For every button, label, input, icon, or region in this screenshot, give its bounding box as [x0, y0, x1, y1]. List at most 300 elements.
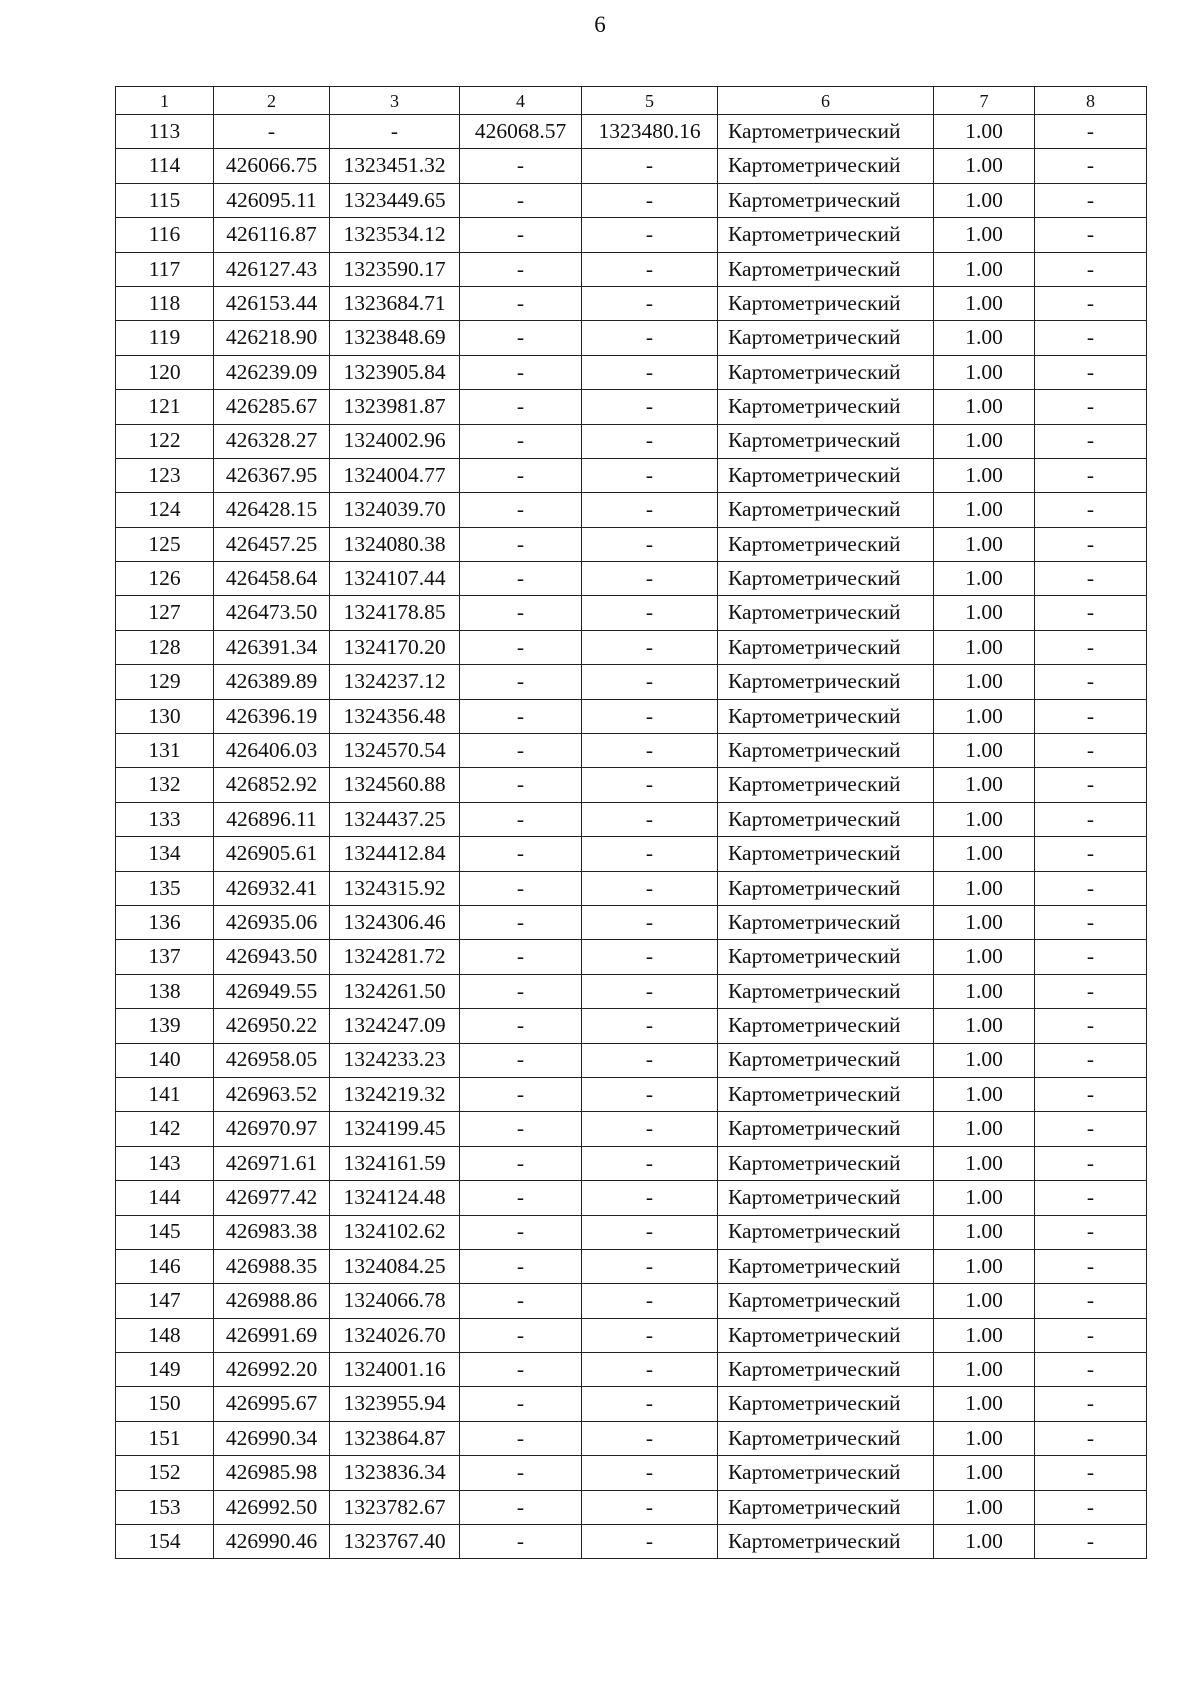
accuracy-cell: 1.00	[934, 1215, 1035, 1249]
y-coordinate-alt-cell: -	[582, 1353, 718, 1387]
point-number-cell: 151	[116, 1421, 214, 1455]
accuracy-cell: 1.00	[934, 1181, 1035, 1215]
y-coordinate-cell: 1324107.44	[330, 562, 460, 596]
x-coordinate-cell: 426406.03	[214, 734, 330, 768]
y-coordinate-alt-cell: -	[582, 974, 718, 1008]
method-cell: Картометрический	[718, 940, 934, 974]
column-header: 5	[582, 87, 718, 115]
x-coordinate-alt-cell: -	[460, 905, 582, 939]
table-row	[116, 630, 1147, 664]
y-coordinate-cell: 1323782.67	[330, 1490, 460, 1524]
y-coordinate-cell: 1323449.65	[330, 183, 460, 217]
y-coordinate-alt-cell: -	[582, 1112, 718, 1146]
accuracy-cell: 1.00	[934, 1112, 1035, 1146]
table-row	[116, 458, 1147, 492]
method-cell: Картометрический	[718, 252, 934, 286]
point-number-cell: 138	[116, 974, 214, 1008]
accuracy-cell: 1.00	[934, 252, 1035, 286]
y-coordinate-cell: 1324066.78	[330, 1284, 460, 1318]
y-coordinate-cell: 1324412.84	[330, 837, 460, 871]
y-coordinate-alt-cell: 1323480.16	[582, 115, 718, 149]
column-header: 1	[116, 87, 214, 115]
x-coordinate-cell: 426396.19	[214, 699, 330, 733]
table-row	[116, 183, 1147, 217]
y-coordinate-cell: 1323590.17	[330, 252, 460, 286]
description-cell: -	[1035, 321, 1147, 355]
y-coordinate-cell: 1324084.25	[330, 1249, 460, 1283]
coordinates-table	[115, 86, 1147, 1559]
x-coordinate-cell: 426458.64	[214, 562, 330, 596]
accuracy-cell: 1.00	[934, 1490, 1035, 1524]
description-cell: -	[1035, 596, 1147, 630]
table-row	[116, 1490, 1147, 1524]
table-row	[116, 1181, 1147, 1215]
point-number-cell: 139	[116, 1009, 214, 1043]
x-coordinate-cell: 426983.38	[214, 1215, 330, 1249]
x-coordinate-alt-cell: -	[460, 802, 582, 836]
point-number-cell: 135	[116, 871, 214, 905]
x-coordinate-cell: 426990.46	[214, 1525, 330, 1559]
x-coordinate-cell: 426985.98	[214, 1456, 330, 1490]
table-row	[116, 1077, 1147, 1111]
table-row	[116, 115, 1147, 149]
x-coordinate-alt-cell: -	[460, 286, 582, 320]
table-row	[116, 493, 1147, 527]
table-row	[116, 768, 1147, 802]
x-coordinate-cell: 426285.67	[214, 390, 330, 424]
point-number-cell: 142	[116, 1112, 214, 1146]
x-coordinate-cell: 426218.90	[214, 321, 330, 355]
table-row	[116, 355, 1147, 389]
table-row	[116, 424, 1147, 458]
method-cell: Картометрический	[718, 1421, 934, 1455]
x-coordinate-alt-cell: -	[460, 1215, 582, 1249]
x-coordinate-cell: 426095.11	[214, 183, 330, 217]
x-coordinate-alt-cell: -	[460, 837, 582, 871]
y-coordinate-alt-cell: -	[582, 596, 718, 630]
x-coordinate-cell: 426970.97	[214, 1112, 330, 1146]
accuracy-cell: 1.00	[934, 527, 1035, 561]
point-number-cell: 120	[116, 355, 214, 389]
y-coordinate-alt-cell: -	[582, 1490, 718, 1524]
accuracy-cell: 1.00	[934, 1525, 1035, 1559]
y-coordinate-alt-cell: -	[582, 837, 718, 871]
method-cell: Картометрический	[718, 115, 934, 149]
table-row	[116, 1112, 1147, 1146]
x-coordinate-alt-cell: -	[460, 1249, 582, 1283]
x-coordinate-alt-cell: -	[460, 1009, 582, 1043]
x-coordinate-cell: 426991.69	[214, 1318, 330, 1352]
x-coordinate-alt-cell: -	[460, 390, 582, 424]
y-coordinate-cell: -	[330, 115, 460, 149]
column-header: 7	[934, 87, 1035, 115]
method-cell: Картометрический	[718, 699, 934, 733]
point-number-cell: 130	[116, 699, 214, 733]
y-coordinate-alt-cell: -	[582, 149, 718, 183]
point-number-cell: 114	[116, 149, 214, 183]
y-coordinate-cell: 1324170.20	[330, 630, 460, 664]
point-number-cell: 124	[116, 493, 214, 527]
point-number-cell: 119	[116, 321, 214, 355]
y-coordinate-alt-cell: -	[582, 252, 718, 286]
y-coordinate-cell: 1323981.87	[330, 390, 460, 424]
accuracy-cell: 1.00	[934, 665, 1035, 699]
x-coordinate-cell: 426428.15	[214, 493, 330, 527]
x-coordinate-alt-cell: -	[460, 321, 582, 355]
y-coordinate-cell: 1324233.23	[330, 1043, 460, 1077]
method-cell: Картометрический	[718, 1525, 934, 1559]
x-coordinate-alt-cell: -	[460, 424, 582, 458]
y-coordinate-cell: 1324178.85	[330, 596, 460, 630]
description-cell: -	[1035, 1353, 1147, 1387]
y-coordinate-cell: 1324026.70	[330, 1318, 460, 1352]
point-number-cell: 136	[116, 905, 214, 939]
table-row	[116, 837, 1147, 871]
x-coordinate-alt-cell: -	[460, 596, 582, 630]
x-coordinate-alt-cell: -	[460, 1146, 582, 1180]
x-coordinate-alt-cell: -	[460, 1043, 582, 1077]
x-coordinate-alt-cell: -	[460, 355, 582, 389]
x-coordinate-cell: 426943.50	[214, 940, 330, 974]
x-coordinate-alt-cell: -	[460, 527, 582, 561]
method-cell: Картометрический	[718, 1112, 934, 1146]
x-coordinate-alt-cell: -	[460, 630, 582, 664]
x-coordinate-cell: 426958.05	[214, 1043, 330, 1077]
description-cell: -	[1035, 286, 1147, 320]
x-coordinate-alt-cell: -	[460, 1353, 582, 1387]
description-cell: -	[1035, 871, 1147, 905]
y-coordinate-cell: 1324124.48	[330, 1181, 460, 1215]
x-coordinate-cell: 426457.25	[214, 527, 330, 561]
y-coordinate-cell: 1324261.50	[330, 974, 460, 1008]
y-coordinate-alt-cell: -	[582, 1146, 718, 1180]
accuracy-cell: 1.00	[934, 183, 1035, 217]
y-coordinate-alt-cell: -	[582, 1077, 718, 1111]
y-coordinate-cell: 1323848.69	[330, 321, 460, 355]
table-row	[116, 1284, 1147, 1318]
x-coordinate-alt-cell: -	[460, 871, 582, 905]
point-number-cell: 144	[116, 1181, 214, 1215]
method-cell: Картометрический	[718, 493, 934, 527]
method-cell: Картометрический	[718, 974, 934, 1008]
accuracy-cell: 1.00	[934, 1249, 1035, 1283]
method-cell: Картометрический	[718, 458, 934, 492]
table-row	[116, 871, 1147, 905]
table-row	[116, 1525, 1147, 1559]
point-number-cell: 154	[116, 1525, 214, 1559]
x-coordinate-alt-cell: -	[460, 1387, 582, 1421]
table-row	[116, 390, 1147, 424]
y-coordinate-alt-cell: -	[582, 905, 718, 939]
description-cell: -	[1035, 218, 1147, 252]
x-coordinate-alt-cell: -	[460, 1490, 582, 1524]
x-coordinate-alt-cell: -	[460, 493, 582, 527]
method-cell: Картометрический	[718, 424, 934, 458]
accuracy-cell: 1.00	[934, 1387, 1035, 1421]
y-coordinate-alt-cell: -	[582, 1284, 718, 1318]
x-coordinate-alt-cell: -	[460, 699, 582, 733]
x-coordinate-alt-cell: -	[460, 940, 582, 974]
y-coordinate-alt-cell: -	[582, 183, 718, 217]
method-cell: Картометрический	[718, 768, 934, 802]
method-cell: Картометрический	[718, 1318, 934, 1352]
point-number-cell: 132	[116, 768, 214, 802]
x-coordinate-cell: 426127.43	[214, 252, 330, 286]
description-cell: -	[1035, 1387, 1147, 1421]
x-coordinate-alt-cell: -	[460, 1077, 582, 1111]
method-cell: Картометрический	[718, 905, 934, 939]
point-number-cell: 133	[116, 802, 214, 836]
x-coordinate-alt-cell: -	[460, 1525, 582, 1559]
point-number-cell: 137	[116, 940, 214, 974]
point-number-cell: 134	[116, 837, 214, 871]
y-coordinate-alt-cell: -	[582, 665, 718, 699]
point-number-cell: 146	[116, 1249, 214, 1283]
column-header: 8	[1035, 87, 1147, 115]
point-number-cell: 141	[116, 1077, 214, 1111]
accuracy-cell: 1.00	[934, 837, 1035, 871]
description-cell: -	[1035, 630, 1147, 664]
description-cell: -	[1035, 665, 1147, 699]
y-coordinate-cell: 1324437.25	[330, 802, 460, 836]
y-coordinate-cell: 1324570.54	[330, 734, 460, 768]
accuracy-cell: 1.00	[934, 1456, 1035, 1490]
description-cell: -	[1035, 149, 1147, 183]
x-coordinate-cell: 426995.67	[214, 1387, 330, 1421]
x-coordinate-cell: 426988.35	[214, 1249, 330, 1283]
point-number-cell: 122	[116, 424, 214, 458]
description-cell: -	[1035, 734, 1147, 768]
y-coordinate-alt-cell: -	[582, 1525, 718, 1559]
description-cell: -	[1035, 1284, 1147, 1318]
method-cell: Картометрический	[718, 1215, 934, 1249]
description-cell: -	[1035, 940, 1147, 974]
y-coordinate-alt-cell: -	[582, 1181, 718, 1215]
x-coordinate-cell: 426992.20	[214, 1353, 330, 1387]
description-cell: -	[1035, 390, 1147, 424]
method-cell: Картометрический	[718, 1043, 934, 1077]
description-cell: -	[1035, 458, 1147, 492]
x-coordinate-alt-cell: -	[460, 1421, 582, 1455]
accuracy-cell: 1.00	[934, 1284, 1035, 1318]
description-cell: -	[1035, 1456, 1147, 1490]
table-row	[116, 252, 1147, 286]
y-coordinate-cell: 1323534.12	[330, 218, 460, 252]
x-coordinate-cell: 426963.52	[214, 1077, 330, 1111]
point-number-cell: 121	[116, 390, 214, 424]
accuracy-cell: 1.00	[934, 115, 1035, 149]
description-cell: -	[1035, 974, 1147, 1008]
description-cell: -	[1035, 699, 1147, 733]
accuracy-cell: 1.00	[934, 974, 1035, 1008]
x-coordinate-cell: 426992.50	[214, 1490, 330, 1524]
y-coordinate-cell: 1324247.09	[330, 1009, 460, 1043]
y-coordinate-alt-cell: -	[582, 734, 718, 768]
x-coordinate-cell: -	[214, 115, 330, 149]
method-cell: Картометрический	[718, 1353, 934, 1387]
x-coordinate-alt-cell: -	[460, 665, 582, 699]
y-coordinate-alt-cell: -	[582, 1387, 718, 1421]
point-number-cell: 113	[116, 115, 214, 149]
description-cell: -	[1035, 905, 1147, 939]
y-coordinate-cell: 1324199.45	[330, 1112, 460, 1146]
column-header: 6	[718, 87, 934, 115]
table-row	[116, 940, 1147, 974]
method-cell: Картометрический	[718, 1009, 934, 1043]
accuracy-cell: 1.00	[934, 630, 1035, 664]
x-coordinate-cell: 426153.44	[214, 286, 330, 320]
accuracy-cell: 1.00	[934, 1043, 1035, 1077]
method-cell: Картометрический	[718, 734, 934, 768]
description-cell: -	[1035, 802, 1147, 836]
y-coordinate-cell: 1324002.96	[330, 424, 460, 458]
accuracy-cell: 1.00	[934, 940, 1035, 974]
description-cell: -	[1035, 1249, 1147, 1283]
accuracy-cell: 1.00	[934, 802, 1035, 836]
y-coordinate-alt-cell: -	[582, 355, 718, 389]
method-cell: Картометрический	[718, 1249, 934, 1283]
table-row	[116, 1318, 1147, 1352]
method-cell: Картометрический	[718, 527, 934, 561]
table-row	[116, 665, 1147, 699]
y-coordinate-alt-cell: -	[582, 940, 718, 974]
y-coordinate-cell: 1324039.70	[330, 493, 460, 527]
method-cell: Картометрический	[718, 1077, 934, 1111]
description-cell: -	[1035, 424, 1147, 458]
accuracy-cell: 1.00	[934, 1146, 1035, 1180]
accuracy-cell: 1.00	[934, 149, 1035, 183]
point-number-cell: 152	[116, 1456, 214, 1490]
point-number-cell: 143	[116, 1146, 214, 1180]
method-cell: Картометрический	[718, 596, 934, 630]
x-coordinate-cell: 426391.34	[214, 630, 330, 664]
point-number-cell: 153	[116, 1490, 214, 1524]
description-cell: -	[1035, 1421, 1147, 1455]
method-cell: Картометрический	[718, 802, 934, 836]
method-cell: Картометрический	[718, 1181, 934, 1215]
accuracy-cell: 1.00	[934, 699, 1035, 733]
point-number-cell: 149	[116, 1353, 214, 1387]
accuracy-cell: 1.00	[934, 1318, 1035, 1352]
column-header: 2	[214, 87, 330, 115]
x-coordinate-alt-cell: -	[460, 1284, 582, 1318]
accuracy-cell: 1.00	[934, 1077, 1035, 1111]
description-cell: -	[1035, 1043, 1147, 1077]
description-cell: -	[1035, 1181, 1147, 1215]
table-row	[116, 905, 1147, 939]
x-coordinate-cell: 426239.09	[214, 355, 330, 389]
table-row	[116, 286, 1147, 320]
description-cell: -	[1035, 1077, 1147, 1111]
method-cell: Картометрический	[718, 1284, 934, 1318]
point-number-cell: 116	[116, 218, 214, 252]
point-number-cell: 145	[116, 1215, 214, 1249]
description-cell: -	[1035, 1215, 1147, 1249]
point-number-cell: 128	[116, 630, 214, 664]
method-cell: Картометрический	[718, 562, 934, 596]
accuracy-cell: 1.00	[934, 321, 1035, 355]
x-coordinate-cell: 426935.06	[214, 905, 330, 939]
y-coordinate-alt-cell: -	[582, 562, 718, 596]
method-cell: Картометрический	[718, 665, 934, 699]
x-coordinate-cell: 426949.55	[214, 974, 330, 1008]
column-header: 3	[330, 87, 460, 115]
table-row	[116, 1387, 1147, 1421]
y-coordinate-cell: 1324219.32	[330, 1077, 460, 1111]
x-coordinate-alt-cell: -	[460, 183, 582, 217]
y-coordinate-alt-cell: -	[582, 424, 718, 458]
accuracy-cell: 1.00	[934, 493, 1035, 527]
y-coordinate-cell: 1324560.88	[330, 768, 460, 802]
y-coordinate-cell: 1324080.38	[330, 527, 460, 561]
y-coordinate-alt-cell: -	[582, 768, 718, 802]
accuracy-cell: 1.00	[934, 768, 1035, 802]
y-coordinate-cell: 1323955.94	[330, 1387, 460, 1421]
y-coordinate-cell: 1324001.16	[330, 1353, 460, 1387]
table-row	[116, 734, 1147, 768]
y-coordinate-alt-cell: -	[582, 321, 718, 355]
method-cell: Картометрический	[718, 218, 934, 252]
table-body	[116, 87, 1147, 1559]
table-row	[116, 1421, 1147, 1455]
point-number-cell: 127	[116, 596, 214, 630]
point-number-cell: 148	[116, 1318, 214, 1352]
x-coordinate-cell: 426328.27	[214, 424, 330, 458]
y-coordinate-alt-cell: -	[582, 1421, 718, 1455]
accuracy-cell: 1.00	[934, 458, 1035, 492]
x-coordinate-cell: 426905.61	[214, 837, 330, 871]
y-coordinate-cell: 1324356.48	[330, 699, 460, 733]
y-coordinate-alt-cell: -	[582, 871, 718, 905]
y-coordinate-cell: 1324306.46	[330, 905, 460, 939]
accuracy-cell: 1.00	[934, 1009, 1035, 1043]
description-cell: -	[1035, 1146, 1147, 1180]
point-number-cell: 147	[116, 1284, 214, 1318]
x-coordinate-cell: 426473.50	[214, 596, 330, 630]
x-coordinate-alt-cell: -	[460, 974, 582, 1008]
table-row	[116, 1043, 1147, 1077]
x-coordinate-alt-cell: -	[460, 252, 582, 286]
description-cell: -	[1035, 1525, 1147, 1559]
x-coordinate-cell: 426389.89	[214, 665, 330, 699]
accuracy-cell: 1.00	[934, 1353, 1035, 1387]
method-cell: Картометрический	[718, 837, 934, 871]
y-coordinate-cell: 1324004.77	[330, 458, 460, 492]
table-row	[116, 1146, 1147, 1180]
accuracy-cell: 1.00	[934, 355, 1035, 389]
x-coordinate-alt-cell: -	[460, 149, 582, 183]
point-number-cell: 123	[116, 458, 214, 492]
x-coordinate-cell: 426971.61	[214, 1146, 330, 1180]
accuracy-cell: 1.00	[934, 424, 1035, 458]
x-coordinate-cell: 426988.86	[214, 1284, 330, 1318]
x-coordinate-cell: 426950.22	[214, 1009, 330, 1043]
y-coordinate-alt-cell: -	[582, 218, 718, 252]
x-coordinate-cell: 426367.95	[214, 458, 330, 492]
y-coordinate-cell: 1323836.34	[330, 1456, 460, 1490]
description-cell: -	[1035, 493, 1147, 527]
table-row	[116, 1456, 1147, 1490]
x-coordinate-cell: 426116.87	[214, 218, 330, 252]
y-coordinate-cell: 1323767.40	[330, 1525, 460, 1559]
point-number-cell: 131	[116, 734, 214, 768]
x-coordinate-alt-cell: -	[460, 768, 582, 802]
table-row	[116, 596, 1147, 630]
description-cell: -	[1035, 1490, 1147, 1524]
y-coordinate-alt-cell: -	[582, 699, 718, 733]
y-coordinate-alt-cell: -	[582, 527, 718, 561]
x-coordinate-cell: 426932.41	[214, 871, 330, 905]
